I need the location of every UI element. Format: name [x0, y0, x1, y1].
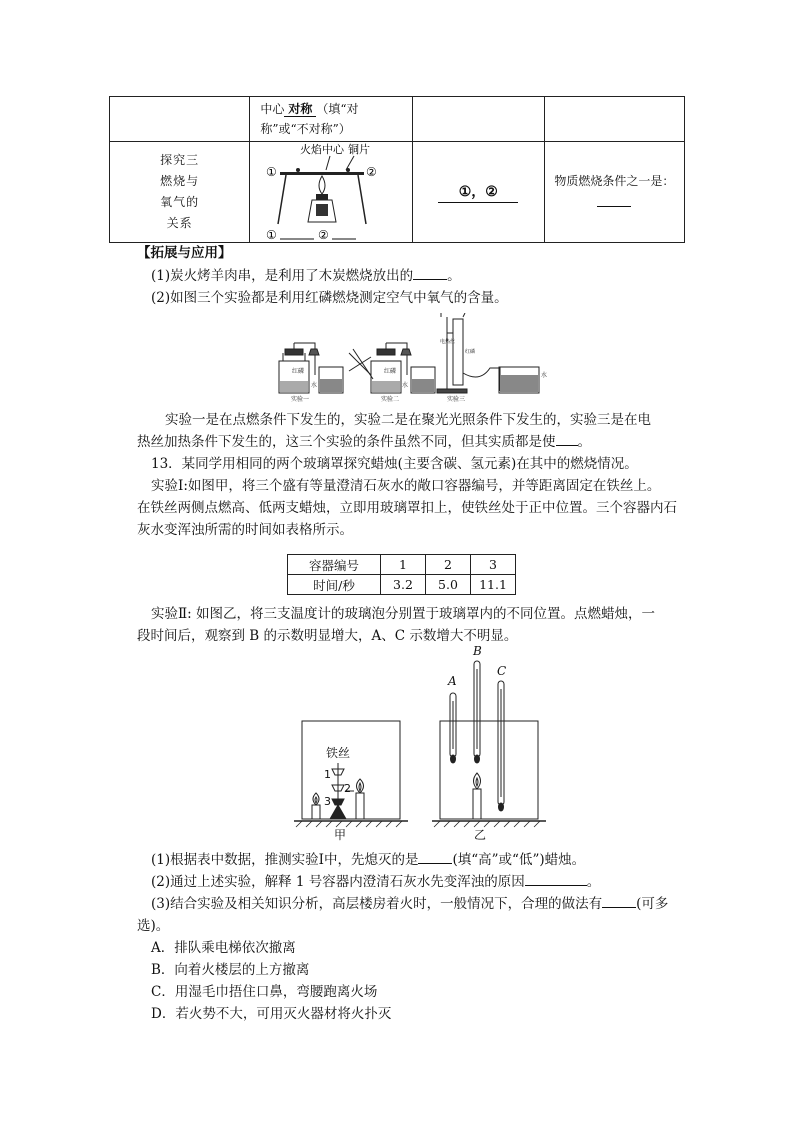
table-cell-empty: [110, 97, 250, 142]
table-cell-symmetry: 中心 对称 （填“对 称”或“不对称”）: [250, 97, 413, 142]
answer-symmetry: 对称: [284, 102, 316, 117]
mark-1: ①: [266, 165, 278, 179]
experiment-one-apparatus: [279, 343, 343, 393]
label-exp-two: 实验二: [381, 396, 400, 403]
bell-jar-figures: [290, 645, 560, 843]
experiment-two-apparatus: [349, 343, 435, 393]
table-time-cell: 11.1: [471, 575, 516, 595]
q13-intro: 13．某同学用相同的两个玻璃罩探究蜡烛(主要含碳、氢元素)在其中的燃烧情况。: [151, 456, 638, 472]
question-extend-1: (1)炭火烤羊肉串，是利用了木炭燃烧放出的 。: [151, 268, 461, 284]
label-exp-one: 实验一: [291, 396, 310, 403]
turbidity-time-table: [287, 554, 516, 595]
condition-blank: [597, 206, 631, 207]
blank-sub1: [418, 863, 452, 864]
blank-q1: [413, 279, 447, 280]
question-extend-2: (2)如图三个实验都是利用红磷燃烧测定空气中氧气的含量。: [151, 290, 508, 306]
bottom-mark-1: ①: [266, 228, 278, 242]
copper-sheet: [280, 172, 364, 175]
copper-sheet-figure-cell: [250, 142, 413, 243]
option-c: C．用湿毛巾捂住口鼻，弯腰跑离火场: [151, 984, 378, 1000]
table-cell-empty: [412, 97, 544, 142]
experiment-three-apparatus: [437, 313, 547, 393]
table-header-label: 容器编号: [288, 555, 381, 575]
label-iron-wire: 铁丝: [326, 746, 351, 760]
copper-sheet-diagram: [250, 142, 402, 242]
q13-exp2-line2: 段时间后，观察到 B 的示数明显增大，A、C 示数增大不明显。: [137, 628, 518, 644]
label-container-1: 1: [324, 768, 331, 781]
experiment-table: [109, 96, 685, 243]
q13-sub3-line2: 选)。: [137, 918, 170, 934]
paragraph-line-1: 实验一是在点燃条件下发生的，实验二是在聚光光照条件下发生的，实验三是在电: [165, 412, 651, 428]
paragraph-line-2: 热丝加热条件下发生的，这三个实验的条件虽然不同，但其实质都是使 。: [137, 434, 591, 450]
option-d: D．若火势不大，可用灭火器材将火扑灭: [151, 1006, 392, 1022]
label-thermometer-c: C: [497, 664, 507, 678]
table-id-cell: 1: [381, 555, 426, 575]
label-jia: 甲: [334, 828, 347, 842]
label-thermometer-a: A: [448, 674, 457, 688]
blank-sub3: [602, 907, 636, 908]
table-id-cell: 2: [426, 555, 471, 575]
option-a: A．排队乘电梯依次撤离: [151, 940, 296, 956]
mark-2: ②: [366, 165, 378, 179]
blank-essence: [556, 445, 578, 446]
table-row-label: 时间/秒: [288, 575, 381, 595]
table-cell-empty: [544, 97, 684, 142]
q13-sub2: (2)通过上述实验，解释 1 号容器内澄清石灰水先变浑浊的原因 。: [151, 874, 601, 890]
q13-exp1-line3: 灰水变浑浊所需的时间如表格所示。: [137, 522, 353, 538]
table-time-cell: 5.0: [426, 575, 471, 595]
q13-sub3-line1: (3)结合实验及相关知识分析，高层楼房着火时，一般情况下，合理的做法有 (可多: [151, 896, 669, 912]
svg-text:红磷: 红磷: [292, 368, 305, 375]
explore-three-label: 探究三 燃烧与 氧气的 关系: [110, 142, 250, 243]
table-time-cell: 3.2: [381, 575, 426, 595]
label-container-3: 3: [324, 795, 331, 808]
svg-text:水: 水: [311, 382, 318, 389]
svg-text:红磷: 红磷: [465, 349, 476, 355]
svg-text:红磷: 红磷: [384, 368, 397, 375]
svg-text:水: 水: [402, 382, 409, 389]
section-title-extend: 【拓展与应用】: [137, 245, 232, 261]
answer-marks: ①，②: [438, 181, 518, 203]
label-copper: 铜片: [348, 143, 371, 156]
bottom-mark-2: ②: [318, 228, 330, 242]
red-phosphorus-experiments-figure: [275, 313, 560, 403]
figure-jia: [294, 721, 408, 827]
blank-sub2: [525, 885, 587, 886]
answer-cell: [412, 142, 544, 243]
table-id-cell: 3: [471, 555, 516, 575]
label-flame-center: 火焰中心: [300, 143, 345, 156]
label-yi: 乙: [474, 828, 487, 842]
label-thermometer-b: B: [473, 645, 482, 658]
condition-cell: 物质燃烧条件之一是：: [544, 142, 684, 243]
option-b: B．向着火楼层的上方撤离: [151, 962, 310, 978]
label-container-2: 2: [344, 782, 351, 795]
q13-exp1-line1: 实验Ⅰ:如图甲，将三个盛有等量澄清石灰水的敞口容器编号，并等距离固定在铁丝上。: [151, 478, 661, 494]
q13-exp1-line2: 在铁丝两侧点燃高、低两支蜡烛，立即用玻璃罩扣上，使铁丝处于正中位置。三个容器内石: [137, 500, 677, 516]
label-exp-three: 实验三: [447, 396, 466, 403]
svg-text:水: 水: [541, 372, 548, 379]
svg-text:电热丝: 电热丝: [440, 339, 456, 345]
q13-exp2-line1: 实验Ⅱ: 如图乙，将三支温度计的玻璃泡分别置于玻璃罩内的不同位置。点燃蜡烛，一: [151, 606, 656, 622]
q13-sub1: (1)根据表中数据，推测实验Ⅰ中，先熄灭的是 (填“高”或“低”)蜡烛。: [151, 852, 586, 868]
